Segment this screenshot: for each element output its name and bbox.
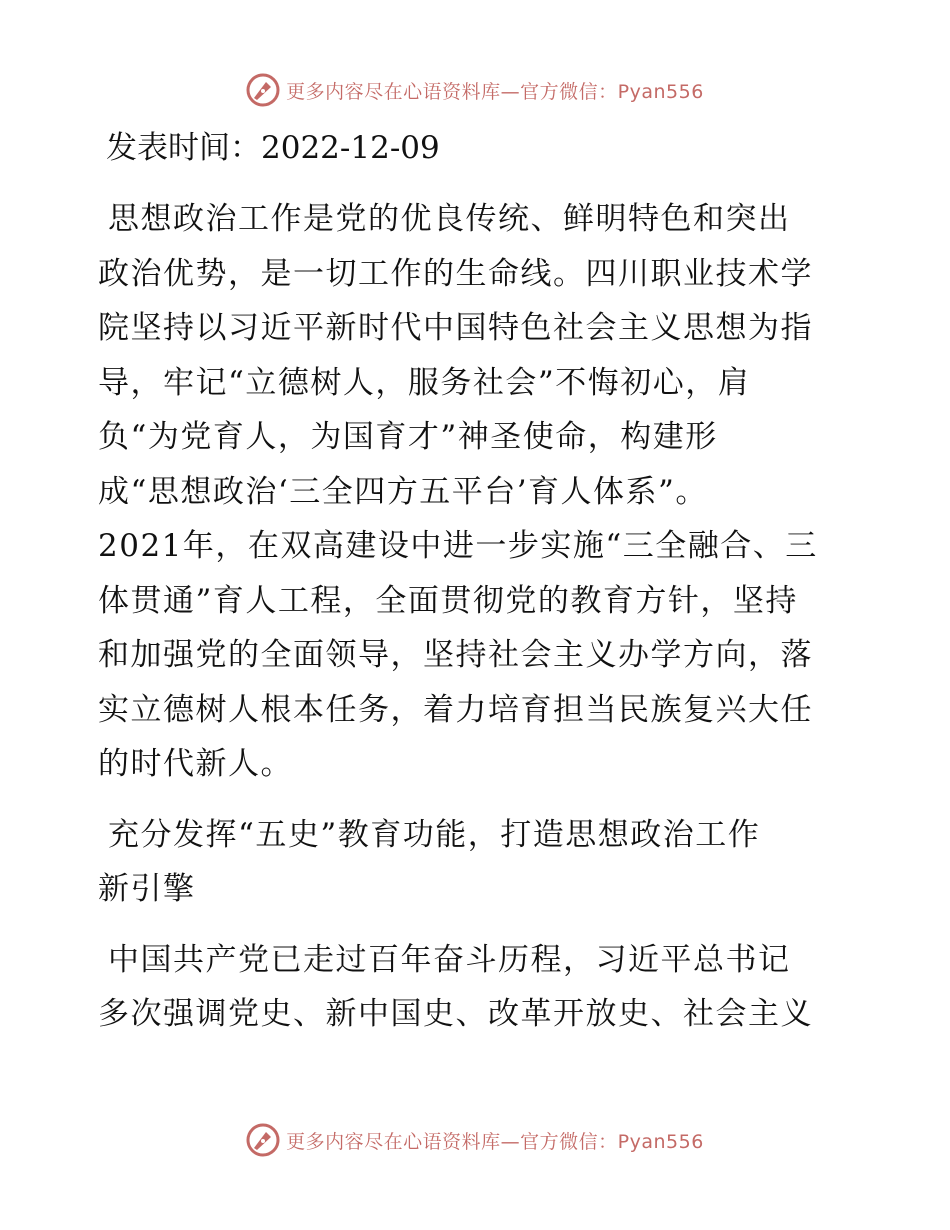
watermark-text: 更多内容尽在心语资料库—官方微信：Pyan556 [286,80,704,103]
watermark-text: 更多内容尽在心语资料库—官方微信：Pyan556 [286,1130,704,1153]
text-line: 负“为党育人，为国育才”神圣使命，构建形 [98,419,718,455]
pen-nib-logo-icon [246,73,280,107]
text-line: 政治优势，是一切工作的生命线。四川职业技术学 [98,255,813,292]
text-line: 导，牢记“立德树人，服务社会”不悔初心，肩 [98,364,751,401]
text-line: 和加强党的全面领导，坚持社会主义办学方向，落 [98,637,813,673]
text-line: 思想政治工作是党的优良传统、鲜明特色和突出 [108,201,791,237]
header-watermark [0,70,950,110]
text-line: 中国共产党已走过百年奋斗历程，习近平总书记 [108,941,791,978]
text-line: 2021年，在双高建设中进一步实施“三全融合、三 [98,528,818,564]
publish-date: 发表时间：2022-12-09 [106,130,440,166]
paragraph-history [98,933,858,1042]
text-line: 院坚持以习近平新时代中国特色社会主义思想为指 [98,310,813,346]
footer-watermark [0,1120,950,1160]
text-line: 的时代新人。 [98,746,293,782]
text-line: 充分发挥“五史”教育功能，打造思想政治工作 [108,816,761,853]
pen-nib-logo-icon [246,1123,280,1157]
text-line: 多次强调党史、新中国史、改革开放史、社会主义 [98,996,813,1032]
document-body [98,120,858,1058]
section-heading [98,808,858,917]
paragraph-intro [98,192,858,792]
text-line: 新引擎 [98,871,196,907]
text-line: 成“思想政治‘三全四方五平台’育人体系”。 [98,473,708,510]
text-line: 体贯通”育人工程，全面贯彻党的教育方针，坚持 [98,582,798,619]
text-line: 实立德树人根本任务，着力培育担当民族复兴大任 [98,691,813,728]
